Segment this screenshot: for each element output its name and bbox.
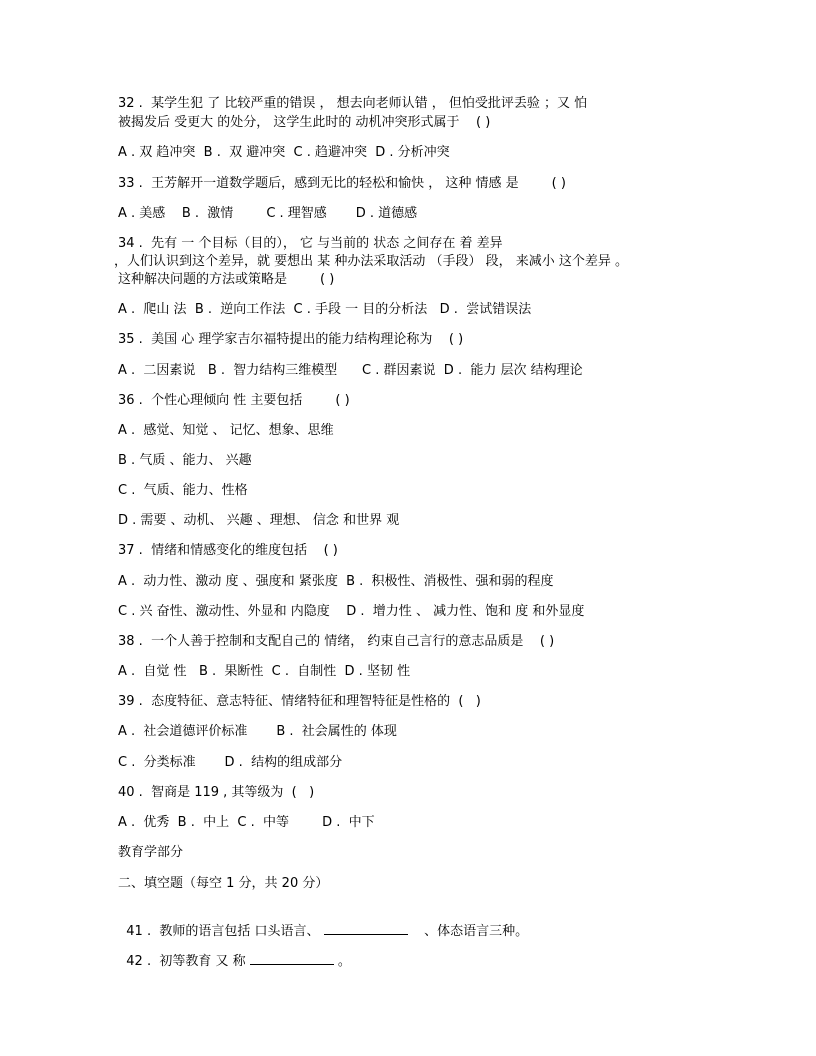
q36-option-c: C . 气质、能力、性格	[118, 483, 248, 498]
q33-question: 33 . 王芳解开一道数学题后，感到无比的轻松和愉快 ， 这种 情感 是 ( )	[118, 176, 566, 191]
q41-text-before: 41 . 教师的语言包括 口头语言、	[126, 924, 324, 939]
q39-question: 39 . 态度特征、意志特征、情绪特征和理智特征是性格的 ( )	[118, 694, 481, 709]
q32-line2: 被揭发后 受更大 的处分， 这学生此时的 动机冲突形式属于 ( )	[118, 115, 491, 130]
q39-options-ab: A . 社会道德评价标准 B . 社会属性的 体现	[118, 724, 397, 739]
q41-blank	[324, 922, 408, 935]
q41-text-after: 、体态语言三种。	[407, 924, 529, 939]
q40-options: A . 优秀 B . 中上 C . 中等 D . 中下	[118, 815, 375, 830]
q34-line1: 34 . 先有 一 个目标（目的）， 它 与当前的 状态 之间存在 着 差异	[118, 236, 503, 251]
q42-text-after: 。	[333, 954, 351, 969]
q34-options: A . 爬山 法 B . 逆向工作法 C . 手段 一 目的分析法 D . 尝试错误法	[118, 302, 532, 317]
q42-text-before: 42 . 初等教育 又 称	[126, 954, 250, 969]
section-heading: 教育学部分	[118, 845, 184, 860]
q38-options: A . 自觉 性 B . 果断性 C . 自制性 D . 坚韧 性	[118, 664, 411, 679]
fill-in-heading: 二、填空题（每空 1 分，共 20 分）	[118, 876, 329, 891]
q34-line2: ，人们认识到这个差异，就 要想出 某 种办法采取活动 （手段） 段， 来减小 这个差异 。	[114, 254, 629, 269]
q41	[118, 906, 528, 940]
q37-question: 37 . 情绪和情感变化的维度包括 ( )	[118, 543, 338, 558]
q34-line3: 这种解决问题的方法或策略是 ( )	[118, 272, 335, 287]
q32-line1: 32 . 某学生犯 了 比较严重的错误 ， 想去向老师认错 ， 但怕受批评丢验 ；又 怕	[118, 96, 588, 111]
q37-options-ab: A . 动力性、激动 度 、强度和 紧张度 B . 积极性、消极性、强和弱的程度	[118, 574, 554, 589]
q36-question: 36 . 个性心理倾向 性 主要包括 ( )	[118, 393, 350, 408]
q32-options: A . 双 趋冲突 B . 双 避冲突 C . 趋避冲突 D . 分析冲突	[118, 145, 450, 160]
q42-blank	[250, 952, 334, 965]
q36-option-b: B . 气质 、能力、 兴趣	[118, 453, 252, 468]
q36-option-d: D . 需要 、动机、 兴趣 、理想、 信念 和世界 观	[118, 513, 400, 528]
q42	[118, 936, 351, 970]
q36-option-a: A . 感觉、知觉 、 记忆、想象、思维	[118, 423, 334, 438]
q39-options-cd: C . 分类标准 D . 结构的组成部分	[118, 755, 343, 770]
q35-question: 35 . 美国 心 理学家吉尔福特提出的能力结构理论称为 ( )	[118, 332, 464, 347]
q35-options: A . 二因素说 B . 智力结构三维模型 C . 群因素说 D . 能力 层次 结构理论	[118, 363, 583, 378]
q37-options-cd: C . 兴 奋性、激动性、外显和 内隐度 D . 增力性 、 减力性、饱和 度 和外显度	[118, 604, 585, 619]
q40-question: 40 . 智商是 119 , 其等级为 ( )	[118, 785, 315, 800]
q33-options: A . 美感 B . 激情 C . 理智感 D . 道德感	[118, 206, 418, 221]
q38-question: 38 . 一个人善于控制和支配自己的 情绪， 约束自己言行的意志品质是 ( )	[118, 634, 555, 649]
